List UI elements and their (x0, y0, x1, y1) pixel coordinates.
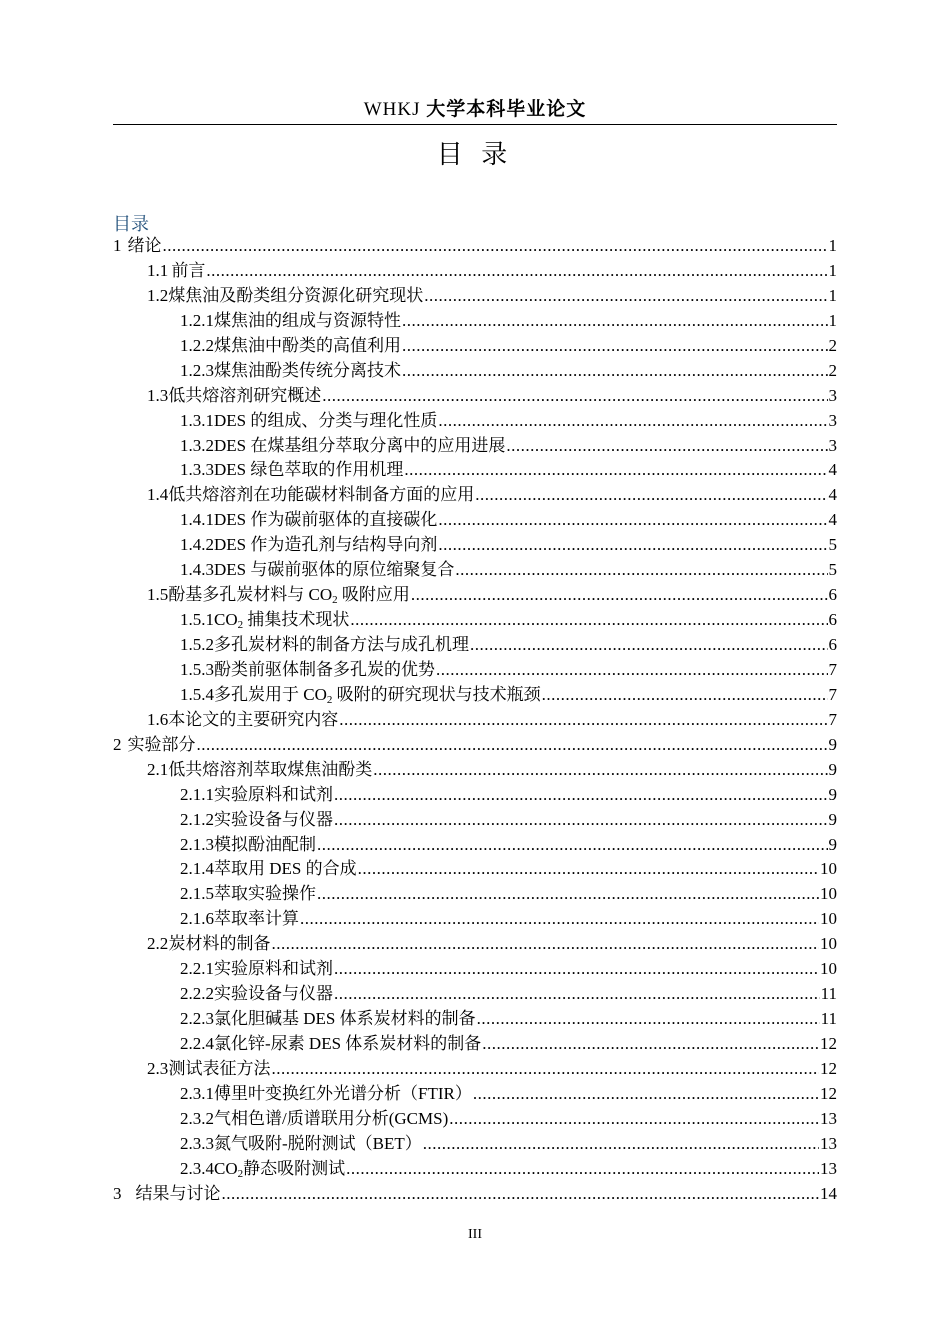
toc-entry-page: 10 (820, 959, 837, 979)
toc-entry-title (214, 982, 333, 1007)
toc-entry-page: 14 (820, 1183, 837, 1203)
toc-entry[interactable] (113, 733, 837, 758)
toc-entry-page: 11 (820, 1009, 837, 1029)
toc-entry-title-text: 萃取用 DES 的合成 (214, 859, 357, 879)
toc-leader-dots (477, 1007, 820, 1032)
toc-entry-number: 1.4.2 (180, 535, 214, 555)
toc-entry-number: 2.1 (147, 759, 169, 779)
toc-entry[interactable] (113, 758, 837, 783)
toc-entry-title-text: 绪论 (127, 236, 162, 255)
toc-entry-title-text: 氯化胆碱基 DES 体系炭材料的制备 (214, 1009, 476, 1029)
toc-entry[interactable] (113, 957, 837, 982)
toc-entry-number: 1.5 (147, 585, 169, 605)
toc-leader-dots (350, 608, 827, 633)
toc-entry[interactable] (113, 1182, 837, 1207)
toc-entry-title-text: 煤焦油酚类传统分离技术 (214, 360, 401, 380)
toc-leader-dots (438, 533, 827, 558)
toc-leader-dots (475, 483, 827, 508)
header-text: 大学本科毕业论文 (426, 98, 587, 120)
toc-entry-subscript: 2 (237, 1167, 244, 1180)
toc-entry-page: 1 (828, 285, 837, 305)
toc-entry-number: 1.4.3 (180, 560, 214, 580)
toc-leader-dots (358, 857, 819, 882)
toc-entry-title-text: DES 绿色萃取的作用机理 (214, 460, 404, 480)
toc-entry-title (214, 309, 401, 334)
toc-entry[interactable] (113, 658, 837, 683)
toc-entry-page: 3 (828, 385, 837, 405)
toc-entry-page: 9 (828, 759, 837, 779)
toc-entry[interactable] (113, 1082, 837, 1107)
toc-entry-number: 2.3.4 (180, 1158, 214, 1178)
toc-entry-title (171, 259, 205, 284)
toc-entry-title-text: DES 作为碳前驱体的直接碳化 (214, 510, 438, 530)
toc-entry-number: 1.5.2 (180, 635, 214, 654)
toc-entry-title (214, 434, 505, 459)
toc-entry-number: 2 (113, 734, 122, 754)
toc-entry-title-text: 吸附的研究现状与技术瓶颈 (332, 684, 541, 704)
toc-entry-page: 1 (828, 310, 837, 330)
toc-entry-number: 1.3.2 (180, 435, 214, 455)
toc-entry-number: 1.2.1 (180, 310, 214, 330)
page-title: 目 录 (436, 140, 514, 169)
toc-entry-title (214, 1082, 472, 1107)
toc-entry-title-text: CO (214, 1158, 238, 1178)
toc-entry-page: 1 (828, 236, 837, 255)
toc-entry-number: 2.1.4 (180, 859, 214, 879)
toc-entry-number: 1.6 (147, 709, 169, 729)
toc-entry-page: 12 (820, 1058, 837, 1078)
toc-entry-title (168, 1057, 270, 1082)
toc-entry-title (214, 409, 437, 434)
toc-leader-dots (402, 309, 828, 334)
toc-entry-title-text: DES 作为造孔剂与结构导向剂 (214, 535, 438, 555)
toc-entry-title-text: 低共熔溶剂在功能碳材料制备方面的应用 (168, 485, 475, 505)
toc-leader-dots (163, 234, 828, 259)
toc-entry-title-text: 结果与讨论 (135, 1183, 221, 1203)
toc-entry[interactable] (113, 882, 837, 907)
toc-leader-dots (222, 1182, 820, 1207)
toc-entry[interactable] (113, 359, 837, 384)
toc-entry-page: 9 (828, 834, 837, 854)
toc-entry-page: 6 (828, 635, 837, 654)
toc-leader-dots (404, 458, 827, 483)
toc-entry[interactable] (113, 334, 837, 359)
toc-entry[interactable] (113, 409, 837, 434)
toc-entry-page: 2 (828, 335, 837, 355)
toc-leader-dots (334, 783, 828, 808)
toc-entry-title (214, 334, 401, 359)
toc-entry-title (214, 359, 401, 384)
toc-leader-dots (271, 1057, 819, 1082)
toc-leader-dots (438, 409, 827, 434)
toc-entry[interactable] (113, 608, 837, 633)
toc-entry[interactable] (113, 384, 837, 409)
toc-entry-title (214, 658, 435, 683)
toc-entry-page: 5 (828, 560, 837, 580)
toc-entry[interactable] (113, 458, 837, 483)
toc-entry-title-text: 低共熔溶剂研究概述 (168, 385, 322, 405)
toc-entry-number: 2.3 (147, 1058, 169, 1078)
toc-leader-dots (438, 508, 827, 533)
toc-entry-number: 2.1.5 (180, 884, 214, 904)
toc-entry-title-text: 实验原料和试剂 (214, 959, 333, 979)
toc-entry[interactable] (113, 583, 837, 608)
toc-entry-page: 10 (820, 934, 837, 954)
toc-entry-title (128, 234, 162, 259)
toc-leader-dots (402, 334, 828, 359)
toc-entry-page: 10 (820, 884, 837, 904)
toc-entry-page: 10 (820, 859, 837, 879)
toc-entry-page: 9 (828, 809, 837, 829)
toc-entry-title-text: 实验原料和试剂 (214, 784, 333, 804)
toc-entry-title-text: 多孔炭材料的制备方法与成孔机理 (214, 635, 469, 654)
toc-leader-dots (339, 708, 827, 733)
toc-entry-page: 3 (828, 435, 837, 455)
toc-entry-number: 1.5.4 (180, 684, 214, 704)
toc-entry-page: 12 (820, 1083, 837, 1103)
toc-entry-title (168, 708, 338, 733)
toc-entry-page: 10 (820, 909, 837, 929)
toc-entry-title (214, 1107, 448, 1132)
toc-entry-title-text: 煤焦油及酚类组分资源化研究现状 (168, 285, 424, 305)
toc-entry-title-text: 测试表征方法 (168, 1058, 271, 1078)
toc-entry-title-text: 静态吸附测试 (243, 1158, 346, 1178)
toc-entry-title-text: 酚类前驱体制备多孔炭的优势 (214, 659, 435, 679)
toc-entry-title (168, 583, 410, 608)
toc-entry-page: 4 (828, 485, 837, 505)
toc-entry-number: 1.2 (147, 285, 169, 305)
toc-leader-dots (322, 384, 827, 409)
toc-entry-title-text: DES 的组成、分类与理化性质 (214, 410, 438, 430)
toc-entry-title-text: 捕集技术现状 (243, 610, 350, 630)
toc-entry-number: 1.2.3 (180, 360, 214, 380)
toc-entry-number: 2.3.3 (180, 1133, 214, 1153)
toc-leader-dots (271, 932, 819, 957)
toc-entry-subscript: 2 (237, 619, 244, 632)
toc-entry[interactable] (113, 1107, 837, 1132)
toc-entry-number: 1.3.3 (180, 460, 214, 480)
toc-entry[interactable] (113, 833, 837, 858)
toc-entry-number: 1.1 (147, 260, 169, 280)
toc-entry-page: 1 (828, 260, 837, 280)
toc-entry-page: 3 (828, 410, 837, 430)
toc-entry-number: 1.5.3 (180, 659, 214, 679)
toc-entry-page: 4 (828, 510, 837, 530)
toc-entry[interactable] (113, 982, 837, 1007)
toc-entry-number: 2.3.2 (180, 1108, 214, 1128)
toc-entry-number: 1.2.2 (180, 335, 214, 355)
toc-leader-dots (317, 833, 828, 858)
toc-leader-dots (334, 957, 819, 982)
header-school-name: WHKJ (363, 99, 421, 120)
page-header (113, 94, 837, 125)
toc-entry-page: 7 (828, 659, 837, 679)
toc-entry-number: 1.4.1 (180, 510, 214, 530)
toc-entry-title (214, 857, 357, 882)
toc-entry-title (128, 733, 196, 758)
toc-entry-title-text: 炭材料的制备 (168, 934, 271, 954)
toc-leader-dots (473, 1082, 819, 1107)
toc-entry-title-text: 傅里叶变换红外光谱分析（FTIR） (214, 1083, 472, 1103)
toc-entry-number: 1.4 (147, 485, 169, 505)
toc-entry[interactable] (113, 1157, 837, 1182)
toc-leader-dots (206, 259, 827, 284)
toc-entry-title-text: 萃取实验操作 (214, 884, 316, 904)
toc-entry[interactable] (113, 1007, 837, 1032)
toc-leader-dots (300, 907, 819, 932)
toc-entry-title (214, 558, 454, 583)
toc-entry-title-text: 实验部分 (127, 734, 196, 754)
toc-leader-dots (455, 558, 827, 583)
toc-leader-dots (402, 359, 828, 384)
toc-entry-title (214, 1032, 481, 1057)
toc-entry-page: 13 (820, 1158, 837, 1178)
toc-entry-title (214, 783, 333, 808)
toc-entry-title-text: 前言 (171, 260, 206, 280)
toc-entry[interactable] (113, 558, 837, 583)
toc-entry[interactable] (113, 783, 837, 808)
toc-entry-title (214, 907, 299, 932)
toc-leader-dots (424, 284, 827, 309)
toc-entry-title-text: 萃取率计算 (214, 909, 299, 929)
toc-leader-dots (436, 658, 828, 683)
toc-entry-title-text: 多孔炭用于 CO (214, 684, 327, 704)
toc-entry-title-text: DES 在煤基组分萃取分离中的应用进展 (214, 435, 506, 455)
toc-entry-title-text: 煤焦油的组成与资源特性 (214, 310, 401, 330)
toc-entry-title (214, 1157, 345, 1182)
toc-entry-subscript: 2 (332, 594, 338, 607)
toc-leader-dots (334, 808, 828, 833)
toc-leader-dots (470, 633, 828, 658)
toc-leader-dots (506, 434, 827, 459)
toc-entry-title (168, 483, 474, 508)
toc-entry[interactable] (113, 234, 837, 259)
toc-entry-subscript: 2 (326, 693, 333, 706)
toc-entry[interactable] (113, 907, 837, 932)
toc-entry[interactable] (113, 309, 837, 334)
toc-entry[interactable] (113, 508, 837, 533)
toc-entry-number: 2.2 (147, 934, 169, 954)
toc-entry-page: 9 (828, 784, 837, 804)
toc-entry-title (214, 808, 333, 833)
toc-entry-number: 2.2.1 (180, 959, 214, 979)
toc-entry-title-text: 实验设备与仪器 (214, 809, 333, 829)
toc-entry-title (136, 1182, 221, 1207)
toc-entry-page: 5 (828, 535, 837, 555)
toc-entry-title (214, 633, 469, 658)
toc-leader-dots (373, 758, 827, 783)
toc-entry-title (214, 1132, 422, 1157)
toc-entry[interactable] (113, 533, 837, 558)
toc-entry-title (214, 957, 333, 982)
toc-leader-dots (542, 683, 828, 708)
toc-entry-title (214, 533, 437, 558)
toc-entry-page: 4 (828, 460, 837, 480)
toc-entry[interactable] (113, 808, 837, 833)
toc-entry[interactable] (113, 1032, 837, 1057)
toc-entry-title (214, 508, 437, 533)
toc-entry-page: 7 (828, 684, 837, 704)
toc-entry[interactable] (113, 434, 837, 459)
toc-entry[interactable] (113, 284, 837, 309)
toc-entry-title (214, 882, 316, 907)
toc-entry-number: 2.1.3 (180, 834, 214, 854)
toc-entry-number: 2.3.1 (180, 1083, 214, 1103)
toc-entry[interactable] (113, 483, 837, 508)
toc-entry[interactable] (113, 683, 837, 708)
toc-entry-page: 2 (828, 360, 837, 380)
toc-entry-title (214, 608, 349, 633)
toc-leader-dots (197, 733, 828, 758)
toc-entry-title-text: 吸附应用 (337, 585, 410, 605)
toc-entry[interactable] (113, 633, 837, 658)
toc-entry-title-text: 酚基多孔炭材料与 CO (168, 585, 333, 605)
toc-entry[interactable] (113, 1132, 837, 1157)
toc-entry-number: 2.1.2 (180, 809, 214, 829)
toc-entry-title-text: 煤焦油中酚类的高值利用 (214, 335, 401, 355)
toc-entry-title-text: 氮气吸附-脱附测试（BET） (214, 1133, 422, 1153)
toc-entry-title (168, 932, 270, 957)
toc-entry-page: 12 (820, 1034, 837, 1053)
toc-entry-title (214, 833, 316, 858)
toc-leader-dots (317, 882, 819, 907)
toc-entry-title (214, 458, 403, 483)
toc-leader-dots (423, 1132, 819, 1157)
toc-entry-title (168, 384, 321, 409)
toc-entry[interactable] (113, 708, 837, 733)
toc-entry[interactable] (113, 259, 837, 284)
toc-entry-page: 6 (828, 585, 837, 605)
toc-entry-title-text: 实验设备与仪器 (214, 984, 333, 1004)
toc-entry-page: 7 (828, 709, 837, 729)
toc-entry-title-text: DES 与碳前驱体的原位缩聚复合 (214, 560, 455, 580)
toc-entry-page: 9 (828, 734, 837, 754)
toc-entry-number: 2.2.3 (180, 1009, 214, 1029)
toc-leader-dots (346, 1157, 819, 1182)
toc-entry-number: 2.1.6 (180, 909, 214, 929)
toc-entry-title-text: 模拟酚油配制 (214, 834, 316, 854)
toc-entry[interactable] (113, 857, 837, 882)
toc-entry-number: 2.1.1 (180, 784, 214, 804)
toc-entry-number: 1 (113, 236, 122, 255)
toc-entry-title-text: 氯化锌-尿素 DES 体系炭材料的制备 (214, 1034, 482, 1053)
table-of-contents (113, 234, 837, 1207)
toc-entry-title-text: 低共熔溶剂萃取煤焦油酚类 (168, 759, 373, 779)
toc-entry[interactable] (113, 1057, 837, 1082)
toc-leader-dots (334, 982, 820, 1007)
toc-entry-title (168, 284, 423, 309)
toc-entry-title-text: 本论文的主要研究内容 (168, 709, 339, 729)
toc-entry-number: 2.2.4 (180, 1034, 214, 1053)
toc-heading-link[interactable]: 目录 (113, 214, 149, 234)
toc-entry-number: 1.3.1 (180, 410, 214, 430)
toc-entry-number: 2.2.2 (180, 984, 214, 1004)
toc-entry-page: 13 (820, 1133, 837, 1153)
page-number: III (468, 1227, 482, 1242)
toc-entry-number: 1.5.1 (180, 610, 214, 630)
toc-entry-title (168, 758, 372, 783)
toc-entry-page: 6 (828, 610, 837, 630)
toc-entry-title-text: CO (214, 610, 238, 630)
toc-leader-dots (411, 583, 828, 608)
toc-entry-title-text: 气相色谱/质谱联用分析(GCMS) (214, 1108, 449, 1128)
toc-entry-number: 3 (113, 1183, 122, 1203)
toc-entry-title (214, 683, 541, 708)
toc-leader-dots (482, 1032, 819, 1057)
toc-entry[interactable] (113, 932, 837, 957)
toc-entry-title (214, 1007, 476, 1032)
toc-entry-page: 13 (820, 1108, 837, 1128)
toc-entry-page: 11 (820, 984, 837, 1004)
toc-leader-dots (449, 1107, 819, 1132)
toc-entry-number: 1.3 (147, 385, 169, 405)
